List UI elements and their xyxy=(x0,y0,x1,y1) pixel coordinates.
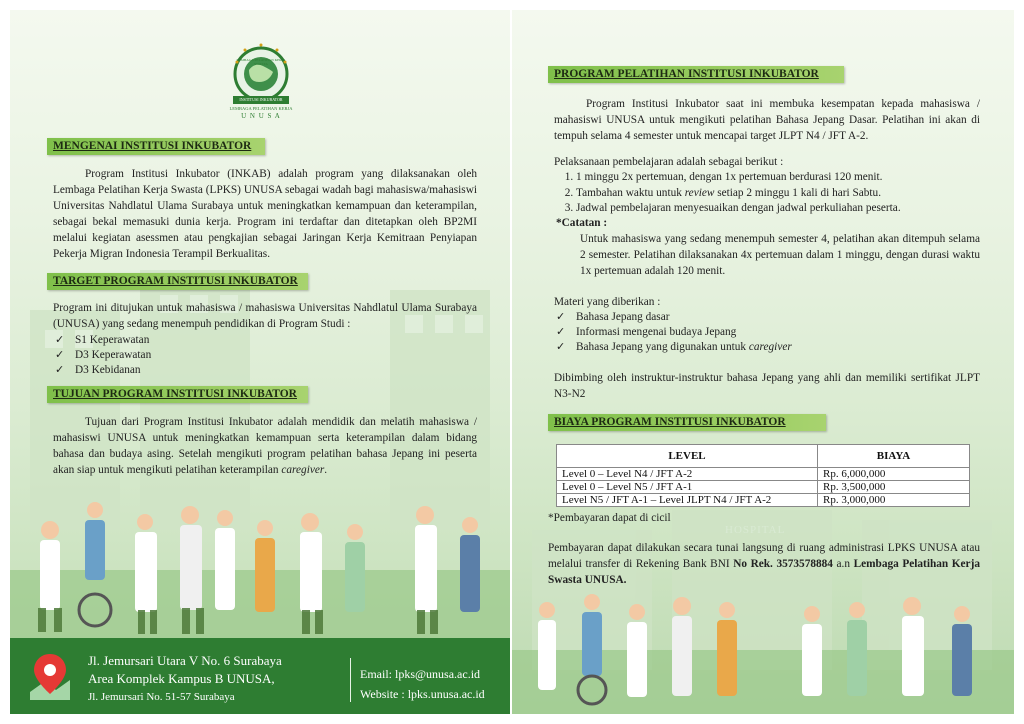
table-row xyxy=(557,494,970,507)
payment-text-an: a.n xyxy=(832,558,854,570)
address-line-1: Jl. Jemursari Utara V No. 6 Surabaya xyxy=(88,653,282,668)
list-item: ✓ Bahasa Jepang dasar xyxy=(554,310,980,325)
steps-label: Pelaksanaan pembelajaran adalah sebagai berikut : xyxy=(554,156,784,168)
logo-ribbon-text: INSTITUSI INKUBATOR xyxy=(239,97,283,102)
table-header-cost: BIAYA xyxy=(818,445,970,468)
table-header-level: LEVEL xyxy=(557,445,818,468)
address-line-3: Jl. Jemursari No. 51-57 Surabaya xyxy=(88,691,235,703)
list-item: 3. Jadwal pembelajaran menyesuaikan dengan jadwal perkuliahan peserta. xyxy=(576,201,980,217)
cost-cell: Rp. 6,000,000 xyxy=(818,468,970,481)
purpose-text-emphasis: caregiver xyxy=(281,464,325,476)
instructor-text: Dibimbing oleh instruktur-instruktur bahasa Jepang yang ahli dan memiliki sertifikat JLPT N3-N2 xyxy=(554,372,980,400)
lpks-unusa-logo xyxy=(225,42,297,124)
list-item: ✓ S1 Keperawatan xyxy=(53,333,353,348)
fees-heading: BIAYA PROGRAM INSTITUSI INKUBATOR xyxy=(548,414,826,431)
target-study-list xyxy=(53,333,353,378)
list-item: ✓ D3 Kebidanan xyxy=(53,363,353,378)
materials-list xyxy=(554,310,980,355)
list-item: 1. 1 minggu 2x pertemuan, dengan 1x pertemuan berdurasi 120 menit. xyxy=(576,170,980,186)
account-number: No Rek. 3573578884 xyxy=(733,558,833,570)
list-item xyxy=(576,186,980,202)
note-label: *Catatan : xyxy=(556,217,608,229)
cost-cell: Rp. 3,000,000 xyxy=(818,494,970,507)
level-cell: Level 0 – Level N4 / JFT A-2 xyxy=(557,468,818,481)
step2-text-end: setiap 2 minggu 1 kali di hari Sabtu. xyxy=(714,186,882,199)
material3-text: Bahasa Jepang yang digunakan untuk xyxy=(576,341,749,353)
program-heading: PROGRAM PELATIHAN INSTITUSI INKUBATOR xyxy=(548,66,844,83)
logo-caption-small: LEMBAGA PELATIHAN KERJA xyxy=(229,106,293,111)
table-row xyxy=(557,468,970,481)
program-intro: Program Institusi Inkubator saat ini membuka kesempatan kepada mahasiswa / mahasiswi UNUSA untuk mengikuti pelatihan Bahasa Jepang Dasar. Pelatihan ini akan di tempuh selama 4 semester untuk mencapai target JLPT N4 / JFT A-2. xyxy=(554,98,980,142)
list-item xyxy=(554,340,980,355)
payment-text-main: Pembayaran dapat dilakukan secara tunai langsung di ruang administrasi LPKS UNUSA atau melalui transfer di Rekening Bank BNI xyxy=(548,542,980,570)
level-cell: Level N5 / JFT A-1 – Level JLPT N4 / JFT A-2 xyxy=(557,494,818,507)
purpose-text xyxy=(53,414,477,478)
right-page xyxy=(512,10,1014,714)
website-link[interactable]: Website : lpks.unusa.ac.id xyxy=(360,687,485,701)
address-line-2: Area Komplek Kampus B UNUSA, xyxy=(88,671,275,686)
material3-emphasis: caregiver xyxy=(748,341,792,353)
table-header-row xyxy=(557,445,970,468)
footer-contact xyxy=(360,664,485,704)
step2-text: Tambahan waktu untuk xyxy=(576,186,685,199)
list-item: ✓ Informasi mengenai budaya Jepang xyxy=(554,325,980,340)
footer-divider xyxy=(350,658,351,702)
level-cell: Level 0 – Level N5 / JFT A-1 xyxy=(557,481,818,494)
table-row xyxy=(557,481,970,494)
installment-note: *Pembayaran dapat di cicil xyxy=(548,512,671,524)
cost-cell: Rp. 3,500,000 xyxy=(818,481,970,494)
payment-text xyxy=(548,540,980,588)
logo-caption-main: U N U S A xyxy=(241,112,281,120)
email-link[interactable]: Email: lpks@unusa.ac.id xyxy=(360,667,481,681)
location-pin-icon xyxy=(26,652,74,702)
fees-table xyxy=(556,444,970,507)
target-heading: TARGET PROGRAM INSTITUSI INKUBATOR xyxy=(47,273,308,290)
account-holder: Lembaga Pelatihan Kerja Swasta UNUSA. xyxy=(548,558,980,586)
step2-emphasis: review xyxy=(684,186,715,199)
logo-top-text: LEMBAGA PELATIHAN KERJA SWASTA xyxy=(236,58,286,66)
purpose-text-main: Tujuan dari Program Institusi Inkubator adalah mendidik dan melatih mahasiswa / mahasiswi UNUSA untuk meningkatkan kemampuan serta keterampilan dalam bidang bahasa dan budaya asing. Setelah mengikuti program pelatihan bahasa Jepang ini peserta akan siap untuk mengikuti pelatihan keterampilan xyxy=(53,416,477,476)
purpose-text-end: . xyxy=(324,464,328,476)
list-item: ✓ D3 Keperawatan xyxy=(53,348,353,363)
materials-label: Materi yang diberikan : xyxy=(554,296,661,308)
steps-list xyxy=(554,170,980,217)
about-heading: MENGENAI INSTITUSI INKUBATOR xyxy=(47,138,265,155)
hospital-sign: HOSPITAL xyxy=(725,524,786,536)
footer-address xyxy=(88,652,282,706)
footer-bar xyxy=(10,638,510,714)
purpose-heading: TUJUAN PROGRAM INSTITUSI INKUBATOR xyxy=(47,386,308,403)
about-text: Program Institusi Inkubator (INKAB) adalah program yang dilaksanakan oleh Lembaga Pelatihan Kerja Swasta (LPKS) UNUSA sebagai wadah bagi mahasiswa/mahasiswi Universitas Nahdlatul Ulama Surabaya untuk meningkatkan kemampuan dan keterampilan, sebagai bekal memasuki dunia kerja. Program ini terdaftar dan ditetapkan oleh BP2MI melalui kegiatan asessmen atau pengkajian sebagai Jaringan Kerja Kemitraan Penyiapan Pekerja Migran Indonesia Terampil Berkualitas. xyxy=(53,168,477,260)
left-page xyxy=(10,10,510,714)
note-text: Untuk mahasiswa yang sedang menempuh semester 4, pelatihan akan ditempuh selama 2 semester. Pelatihan dilaksanakan 4x pertemuan dalam 1 minggu, dengan durasi waktu 1x pertemuan adalah 120 menit. xyxy=(580,233,980,277)
target-text: Program ini ditujukan untuk mahasiswa / mahasiswa Universitas Nahdlatul Ulama Surabaya (UNUSA) yang sedang menempuh pendidikan di Program Studi : xyxy=(53,302,477,330)
